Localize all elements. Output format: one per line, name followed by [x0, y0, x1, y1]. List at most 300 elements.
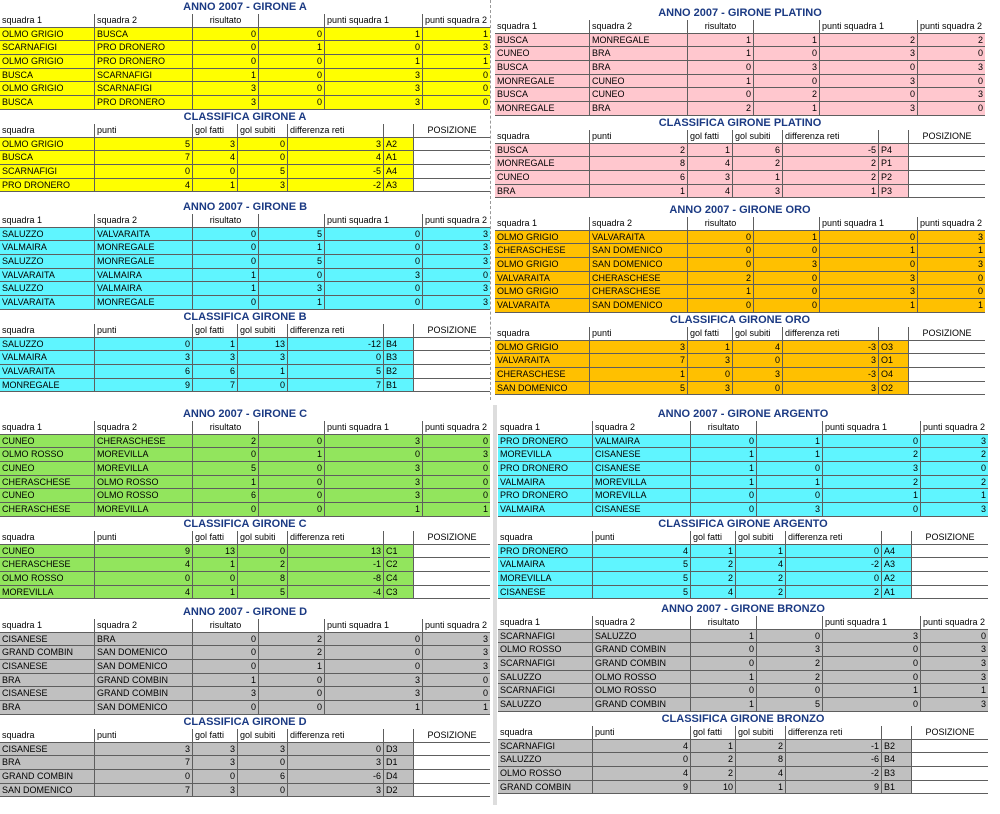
- match-cell[interactable]: 3: [482, 242, 488, 253]
- match-cell[interactable]: BUSCA: [495, 34, 590, 47]
- standings-empty-cell[interactable]: [414, 165, 490, 178]
- match-cell[interactable]: 0: [754, 75, 820, 88]
- match-cell[interactable]: 0: [980, 630, 986, 641]
- match-cell[interactable]: SAN DOMENICO: [590, 258, 688, 271]
- match-cell[interactable]: 0: [259, 489, 325, 502]
- match-cell[interactable]: 0: [823, 643, 921, 656]
- match-cell[interactable]: 2: [193, 435, 259, 448]
- match-cell[interactable]: 2: [757, 657, 823, 670]
- match-cell[interactable]: 3: [482, 228, 488, 239]
- standings-cell[interactable]: -2: [288, 179, 384, 192]
- match-cell[interactable]: CISANESE: [0, 660, 95, 673]
- match-cell[interactable]: 3: [482, 283, 488, 294]
- standings-empty-cell[interactable]: [909, 368, 985, 381]
- standings-cell[interactable]: 3: [193, 756, 238, 769]
- standings-cell[interactable]: 4: [688, 157, 733, 170]
- standings-cell[interactable]: -6: [288, 770, 384, 783]
- match-cell[interactable]: VALMAIRA: [95, 269, 193, 282]
- match-cell[interactable]: 1: [691, 671, 757, 684]
- standings-cell[interactable]: 2: [238, 558, 288, 571]
- match-cell[interactable]: 0: [193, 41, 259, 54]
- standings-cell[interactable]: -12: [288, 338, 384, 351]
- standings-cell[interactable]: CISANESE: [498, 586, 593, 599]
- match-cell[interactable]: 1: [691, 462, 757, 475]
- standings-cell[interactable]: 0: [786, 572, 882, 585]
- match-cell[interactable]: 0: [691, 684, 757, 697]
- match-cell[interactable]: 0: [193, 503, 259, 516]
- match-cell[interactable]: 0: [325, 255, 423, 268]
- match-cell[interactable]: 0: [688, 61, 754, 74]
- standings-empty-cell[interactable]: [414, 379, 490, 392]
- standings-cell[interactable]: 3: [783, 354, 879, 367]
- standings-cell[interactable]: 1: [733, 171, 783, 184]
- match-cell[interactable]: VALVARAITA: [95, 228, 193, 241]
- match-cell[interactable]: 0: [482, 490, 488, 501]
- match-cell[interactable]: 3: [754, 258, 820, 271]
- match-cell[interactable]: MOREVILLA: [95, 462, 193, 475]
- match-cell[interactable]: SCARNAFIGI: [0, 41, 95, 54]
- standings-cell[interactable]: 2: [691, 558, 736, 571]
- match-cell[interactable]: VALVARAITA: [495, 272, 590, 285]
- standings-cell[interactable]: 0: [688, 368, 733, 381]
- standings-cell[interactable]: 3: [95, 351, 193, 364]
- standings-cell[interactable]: -5: [288, 165, 384, 178]
- match-cell[interactable]: 1: [980, 490, 986, 501]
- match-cell[interactable]: 0: [482, 69, 488, 80]
- standings-cell[interactable]: 0: [238, 138, 288, 151]
- standings-cell[interactable]: 9: [95, 379, 193, 392]
- standings-cell[interactable]: 6: [590, 171, 688, 184]
- match-cell[interactable]: 0: [688, 88, 754, 101]
- match-cell[interactable]: 1: [688, 285, 754, 298]
- match-cell[interactable]: 3: [482, 449, 488, 460]
- standings-cell[interactable]: A4: [384, 165, 414, 178]
- match-cell[interactable]: 0: [754, 244, 820, 257]
- match-cell[interactable]: 1: [482, 504, 488, 515]
- match-cell[interactable]: BUSCA: [495, 61, 590, 74]
- standings-cell[interactable]: -6: [786, 753, 882, 766]
- standings-cell[interactable]: 7: [95, 151, 193, 164]
- standings-cell[interactable]: 5: [288, 365, 384, 378]
- match-cell[interactable]: 1: [193, 69, 259, 82]
- match-cell[interactable]: 0: [823, 698, 921, 711]
- match-cell[interactable]: 0: [193, 255, 259, 268]
- standings-cell[interactable]: OLMO ROSSO: [498, 767, 593, 780]
- match-cell[interactable]: 0: [193, 296, 259, 309]
- standings-empty-cell[interactable]: [912, 740, 988, 753]
- match-cell[interactable]: 1: [259, 660, 325, 673]
- standings-cell[interactable]: VALMAIRA: [0, 351, 95, 364]
- match-cell[interactable]: 0: [325, 241, 423, 254]
- match-cell[interactable]: 0: [823, 671, 921, 684]
- standings-cell[interactable]: 2: [736, 586, 786, 599]
- match-cell[interactable]: GRAND COMBIN: [95, 687, 193, 700]
- standings-cell[interactable]: 4: [688, 185, 733, 198]
- standings-cell[interactable]: PRO DRONERO: [498, 545, 593, 558]
- standings-cell[interactable]: 3: [688, 382, 733, 395]
- match-cell[interactable]: SALUZZO: [0, 282, 95, 295]
- match-cell[interactable]: CUNEO: [495, 47, 590, 60]
- match-cell[interactable]: CUNEO: [0, 462, 95, 475]
- match-cell[interactable]: OLMO ROSSO: [593, 684, 691, 697]
- standings-cell[interactable]: 13: [193, 545, 238, 558]
- standings-cell[interactable]: 1: [238, 365, 288, 378]
- standings-cell[interactable]: 9: [786, 781, 882, 794]
- standings-cell[interactable]: 7: [288, 379, 384, 392]
- match-cell[interactable]: 3: [325, 462, 423, 475]
- match-cell[interactable]: CISANESE: [0, 687, 95, 700]
- match-cell[interactable]: 3: [823, 630, 921, 643]
- match-cell[interactable]: 0: [482, 476, 488, 487]
- standings-empty-cell[interactable]: [414, 572, 490, 585]
- match-cell[interactable]: 3: [193, 82, 259, 95]
- match-cell[interactable]: CUNEO: [0, 435, 95, 448]
- standings-cell[interactable]: 7: [95, 756, 193, 769]
- match-cell[interactable]: 1: [754, 102, 820, 115]
- standings-cell[interactable]: 1: [736, 781, 786, 794]
- match-cell[interactable]: OLMO ROSSO: [95, 489, 193, 502]
- standings-cell[interactable]: -5: [783, 144, 879, 157]
- standings-cell[interactable]: VALVARAITA: [495, 354, 590, 367]
- match-cell[interactable]: 3: [980, 671, 986, 682]
- match-cell[interactable]: 1: [482, 28, 488, 39]
- match-cell[interactable]: SCARNAFIGI: [95, 69, 193, 82]
- match-cell[interactable]: VALVARAITA: [590, 231, 688, 244]
- match-cell[interactable]: 1: [259, 41, 325, 54]
- standings-empty-cell[interactable]: [909, 171, 985, 184]
- match-cell[interactable]: 1: [482, 56, 488, 67]
- match-cell[interactable]: 0: [820, 88, 918, 101]
- standings-cell[interactable]: 1: [193, 558, 238, 571]
- match-cell[interactable]: PRO DRONERO: [95, 96, 193, 109]
- match-cell[interactable]: 0: [754, 285, 820, 298]
- match-cell[interactable]: BRA: [590, 47, 688, 60]
- match-cell[interactable]: BRA: [590, 102, 688, 115]
- standings-empty-cell[interactable]: [414, 351, 490, 364]
- standings-cell[interactable]: 0: [193, 572, 238, 585]
- standings-cell[interactable]: 1: [193, 338, 238, 351]
- match-cell[interactable]: 0: [259, 462, 325, 475]
- match-cell[interactable]: 0: [259, 82, 325, 95]
- match-cell[interactable]: 0: [820, 61, 918, 74]
- match-cell[interactable]: 2: [820, 34, 918, 47]
- match-cell[interactable]: 0: [259, 269, 325, 282]
- match-cell[interactable]: SAN DOMENICO: [590, 299, 688, 312]
- match-cell[interactable]: 0: [820, 231, 918, 244]
- match-cell[interactable]: MOREVILLA: [95, 503, 193, 516]
- standings-cell[interactable]: 3: [783, 382, 879, 395]
- match-cell[interactable]: 2: [823, 476, 921, 489]
- match-cell[interactable]: VALVARAITA: [0, 296, 95, 309]
- standings-cell[interactable]: 3: [193, 743, 238, 756]
- match-cell[interactable]: 0: [688, 299, 754, 312]
- standings-cell[interactable]: 4: [691, 586, 736, 599]
- match-cell[interactable]: 0: [193, 660, 259, 673]
- match-cell[interactable]: 0: [691, 657, 757, 670]
- standings-cell[interactable]: GRAND COMBIN: [498, 781, 593, 794]
- standings-cell[interactable]: VALVARAITA: [0, 365, 95, 378]
- match-cell[interactable]: 2: [980, 476, 986, 487]
- standings-empty-cell[interactable]: [414, 586, 490, 599]
- match-cell[interactable]: CISANESE: [593, 503, 691, 516]
- standings-cell[interactable]: BRA: [495, 185, 590, 198]
- standings-cell[interactable]: 0: [288, 743, 384, 756]
- match-cell[interactable]: BRA: [0, 701, 95, 714]
- match-cell[interactable]: 0: [482, 83, 488, 94]
- match-cell[interactable]: SAN DOMENICO: [95, 646, 193, 659]
- match-cell[interactable]: 0: [193, 633, 259, 646]
- match-cell[interactable]: 0: [820, 258, 918, 271]
- standings-cell[interactable]: 7: [95, 784, 193, 797]
- match-cell[interactable]: MOREVILLA: [593, 489, 691, 502]
- match-cell[interactable]: 3: [193, 687, 259, 700]
- match-cell[interactable]: OLMO GRIGIO: [495, 285, 590, 298]
- match-cell[interactable]: 3: [977, 89, 983, 100]
- match-cell[interactable]: 0: [259, 55, 325, 68]
- match-cell[interactable]: 0: [259, 701, 325, 714]
- match-cell[interactable]: 6: [193, 489, 259, 502]
- standings-empty-cell[interactable]: [414, 756, 490, 769]
- match-cell[interactable]: 5: [757, 698, 823, 711]
- standings-cell[interactable]: 9: [95, 545, 193, 558]
- match-cell[interactable]: MONREGALE: [495, 75, 590, 88]
- match-cell[interactable]: 0: [193, 28, 259, 41]
- standings-cell[interactable]: 0: [238, 545, 288, 558]
- standings-cell[interactable]: 3: [238, 351, 288, 364]
- standings-cell[interactable]: 0: [733, 354, 783, 367]
- match-cell[interactable]: 1: [193, 269, 259, 282]
- match-cell[interactable]: 0: [691, 489, 757, 502]
- match-cell[interactable]: 0: [757, 489, 823, 502]
- match-cell[interactable]: GRAND COMBIN: [593, 657, 691, 670]
- standings-cell[interactable]: CISANESE: [0, 743, 95, 756]
- match-cell[interactable]: GRAND COMBIN: [593, 698, 691, 711]
- match-cell[interactable]: 1: [325, 503, 423, 516]
- standings-cell[interactable]: 1: [590, 368, 688, 381]
- standings-cell[interactable]: SCARNAFIGI: [0, 165, 95, 178]
- standings-cell[interactable]: 0: [95, 572, 193, 585]
- match-cell[interactable]: 2: [754, 88, 820, 101]
- match-cell[interactable]: 3: [980, 699, 986, 710]
- standings-cell[interactable]: 3: [288, 138, 384, 151]
- match-cell[interactable]: 0: [325, 228, 423, 241]
- match-cell[interactable]: PRO DRONERO: [95, 41, 193, 54]
- match-cell[interactable]: 3: [977, 62, 983, 73]
- match-cell[interactable]: 0: [259, 674, 325, 687]
- match-cell[interactable]: 0: [823, 435, 921, 448]
- standings-cell[interactable]: 1: [193, 179, 238, 192]
- match-cell[interactable]: 0: [325, 646, 423, 659]
- standings-cell[interactable]: B1: [384, 379, 414, 392]
- match-cell[interactable]: 1: [259, 241, 325, 254]
- match-cell[interactable]: 3: [820, 47, 918, 60]
- standings-cell[interactable]: 4: [95, 179, 193, 192]
- match-cell[interactable]: 2: [980, 449, 986, 460]
- match-cell[interactable]: 1: [688, 75, 754, 88]
- match-cell[interactable]: 0: [977, 286, 983, 297]
- match-cell[interactable]: OLMO ROSSO: [95, 476, 193, 489]
- match-cell[interactable]: 1: [977, 300, 983, 311]
- match-cell[interactable]: 1: [325, 28, 423, 41]
- match-cell[interactable]: 0: [193, 646, 259, 659]
- match-cell[interactable]: VALVARAITA: [495, 299, 590, 312]
- match-cell[interactable]: OLMO GRIGIO: [0, 28, 95, 41]
- standings-cell[interactable]: OLMO GRIGIO: [0, 138, 95, 151]
- standings-cell[interactable]: -2: [786, 767, 882, 780]
- standings-empty-cell[interactable]: [414, 138, 490, 151]
- standings-empty-cell[interactable]: [912, 767, 988, 780]
- standings-cell[interactable]: 4: [593, 767, 691, 780]
- match-cell[interactable]: 3: [820, 102, 918, 115]
- standings-cell[interactable]: 4: [95, 586, 193, 599]
- match-cell[interactable]: CISANESE: [593, 448, 691, 461]
- standings-cell[interactable]: O4: [879, 368, 909, 381]
- standings-cell[interactable]: OLMO GRIGIO: [495, 341, 590, 354]
- match-cell[interactable]: 1: [754, 231, 820, 244]
- match-cell[interactable]: 0: [754, 272, 820, 285]
- standings-cell[interactable]: C3: [384, 586, 414, 599]
- standings-empty-cell[interactable]: [909, 382, 985, 395]
- match-cell[interactable]: 0: [977, 75, 983, 86]
- standings-cell[interactable]: SALUZZO: [0, 338, 95, 351]
- standings-cell[interactable]: 5: [238, 165, 288, 178]
- match-cell[interactable]: PRO DRONERO: [498, 462, 593, 475]
- standings-empty-cell[interactable]: [912, 586, 988, 599]
- match-cell[interactable]: 3: [757, 503, 823, 516]
- match-cell[interactable]: BUSCA: [95, 28, 193, 41]
- match-cell[interactable]: SCARNAFIGI: [498, 657, 593, 670]
- match-cell[interactable]: CHERASCHESE: [590, 285, 688, 298]
- standings-cell[interactable]: 5: [593, 586, 691, 599]
- match-cell[interactable]: 1: [691, 448, 757, 461]
- match-cell[interactable]: 2: [259, 633, 325, 646]
- standings-cell[interactable]: 2: [736, 740, 786, 753]
- standings-cell[interactable]: CHERASCHESE: [0, 558, 95, 571]
- match-cell[interactable]: 0: [259, 687, 325, 700]
- standings-cell[interactable]: 2: [786, 586, 882, 599]
- standings-cell[interactable]: 8: [238, 572, 288, 585]
- match-cell[interactable]: PRO DRONERO: [95, 55, 193, 68]
- match-cell[interactable]: 0: [757, 630, 823, 643]
- standings-empty-cell[interactable]: [414, 179, 490, 192]
- standings-cell[interactable]: 5: [593, 572, 691, 585]
- match-cell[interactable]: 1: [325, 55, 423, 68]
- standings-cell[interactable]: SCARNAFIGI: [498, 740, 593, 753]
- standings-cell[interactable]: 5: [95, 138, 193, 151]
- standings-cell[interactable]: 4: [593, 740, 691, 753]
- standings-cell[interactable]: B2: [384, 365, 414, 378]
- match-cell[interactable]: 3: [820, 272, 918, 285]
- standings-cell[interactable]: 0: [238, 379, 288, 392]
- standings-cell[interactable]: BUSCA: [495, 144, 590, 157]
- match-cell[interactable]: 0: [259, 69, 325, 82]
- match-cell[interactable]: 0: [325, 41, 423, 54]
- match-cell[interactable]: 1: [259, 448, 325, 461]
- standings-cell[interactable]: 0: [238, 756, 288, 769]
- standings-empty-cell[interactable]: [912, 753, 988, 766]
- match-cell[interactable]: 0: [977, 103, 983, 114]
- match-cell[interactable]: SCARNAFIGI: [498, 630, 593, 643]
- match-cell[interactable]: 0: [823, 657, 921, 670]
- standings-cell[interactable]: D1: [384, 756, 414, 769]
- match-cell[interactable]: VALMAIRA: [95, 282, 193, 295]
- standings-cell[interactable]: 5: [590, 382, 688, 395]
- match-cell[interactable]: VALVARAITA: [0, 269, 95, 282]
- standings-cell[interactable]: SAN DOMENICO: [495, 382, 590, 395]
- match-cell[interactable]: 0: [193, 701, 259, 714]
- standings-cell[interactable]: 1: [736, 545, 786, 558]
- match-cell[interactable]: 0: [688, 258, 754, 271]
- match-cell[interactable]: 3: [820, 285, 918, 298]
- match-cell[interactable]: SAN DOMENICO: [590, 244, 688, 257]
- standings-cell[interactable]: OLMO ROSSO: [0, 572, 95, 585]
- match-cell[interactable]: PRO DRONERO: [498, 489, 593, 502]
- standings-cell[interactable]: CUNEO: [0, 545, 95, 558]
- match-cell[interactable]: 1: [820, 299, 918, 312]
- match-cell[interactable]: PRO DRONERO: [498, 435, 593, 448]
- standings-cell[interactable]: 0: [95, 770, 193, 783]
- match-cell[interactable]: 0: [482, 674, 488, 685]
- match-cell[interactable]: VALMAIRA: [593, 435, 691, 448]
- standings-empty-cell[interactable]: [912, 545, 988, 558]
- match-cell[interactable]: 0: [482, 97, 488, 108]
- match-cell[interactable]: 3: [482, 256, 488, 267]
- standings-cell[interactable]: 4: [193, 151, 238, 164]
- match-cell[interactable]: 3: [325, 435, 423, 448]
- match-cell[interactable]: BRA: [0, 674, 95, 687]
- match-cell[interactable]: 1: [193, 476, 259, 489]
- match-cell[interactable]: 3: [482, 633, 488, 644]
- match-cell[interactable]: 3: [980, 435, 986, 446]
- standings-empty-cell[interactable]: [414, 338, 490, 351]
- match-cell[interactable]: BUSCA: [495, 88, 590, 101]
- standings-cell[interactable]: 2: [590, 144, 688, 157]
- match-cell[interactable]: 3: [820, 75, 918, 88]
- match-cell[interactable]: 0: [823, 503, 921, 516]
- standings-cell[interactable]: 1: [193, 586, 238, 599]
- match-cell[interactable]: CHERASCHESE: [590, 272, 688, 285]
- standings-cell[interactable]: 0: [193, 165, 238, 178]
- standings-cell[interactable]: 13: [238, 338, 288, 351]
- standings-cell[interactable]: MONREGALE: [495, 157, 590, 170]
- standings-cell[interactable]: 3: [733, 368, 783, 381]
- match-cell[interactable]: 0: [691, 435, 757, 448]
- match-cell[interactable]: SAN DOMENICO: [95, 701, 193, 714]
- standings-cell[interactable]: 3: [288, 784, 384, 797]
- standings-empty-cell[interactable]: [414, 151, 490, 164]
- match-cell[interactable]: GRAND COMBIN: [593, 643, 691, 656]
- standings-cell[interactable]: -1: [288, 558, 384, 571]
- match-cell[interactable]: 0: [757, 462, 823, 475]
- match-cell[interactable]: 5: [193, 462, 259, 475]
- standings-cell[interactable]: 6: [193, 365, 238, 378]
- standings-cell[interactable]: 2: [733, 157, 783, 170]
- match-cell[interactable]: 0: [193, 55, 259, 68]
- standings-cell[interactable]: B1: [882, 781, 912, 794]
- standings-cell[interactable]: BRA: [0, 756, 95, 769]
- match-cell[interactable]: OLMO ROSSO: [498, 643, 593, 656]
- match-cell[interactable]: 2: [757, 671, 823, 684]
- match-cell[interactable]: SCARNAFIGI: [498, 684, 593, 697]
- match-cell[interactable]: OLMO GRIGIO: [495, 258, 590, 271]
- standings-cell[interactable]: 4: [736, 558, 786, 571]
- standings-cell[interactable]: A2: [384, 138, 414, 151]
- standings-cell[interactable]: 0: [288, 351, 384, 364]
- standings-cell[interactable]: VALMAIRA: [498, 558, 593, 571]
- standings-cell[interactable]: 0: [95, 165, 193, 178]
- standings-cell[interactable]: O3: [879, 341, 909, 354]
- standings-cell[interactable]: A1: [384, 151, 414, 164]
